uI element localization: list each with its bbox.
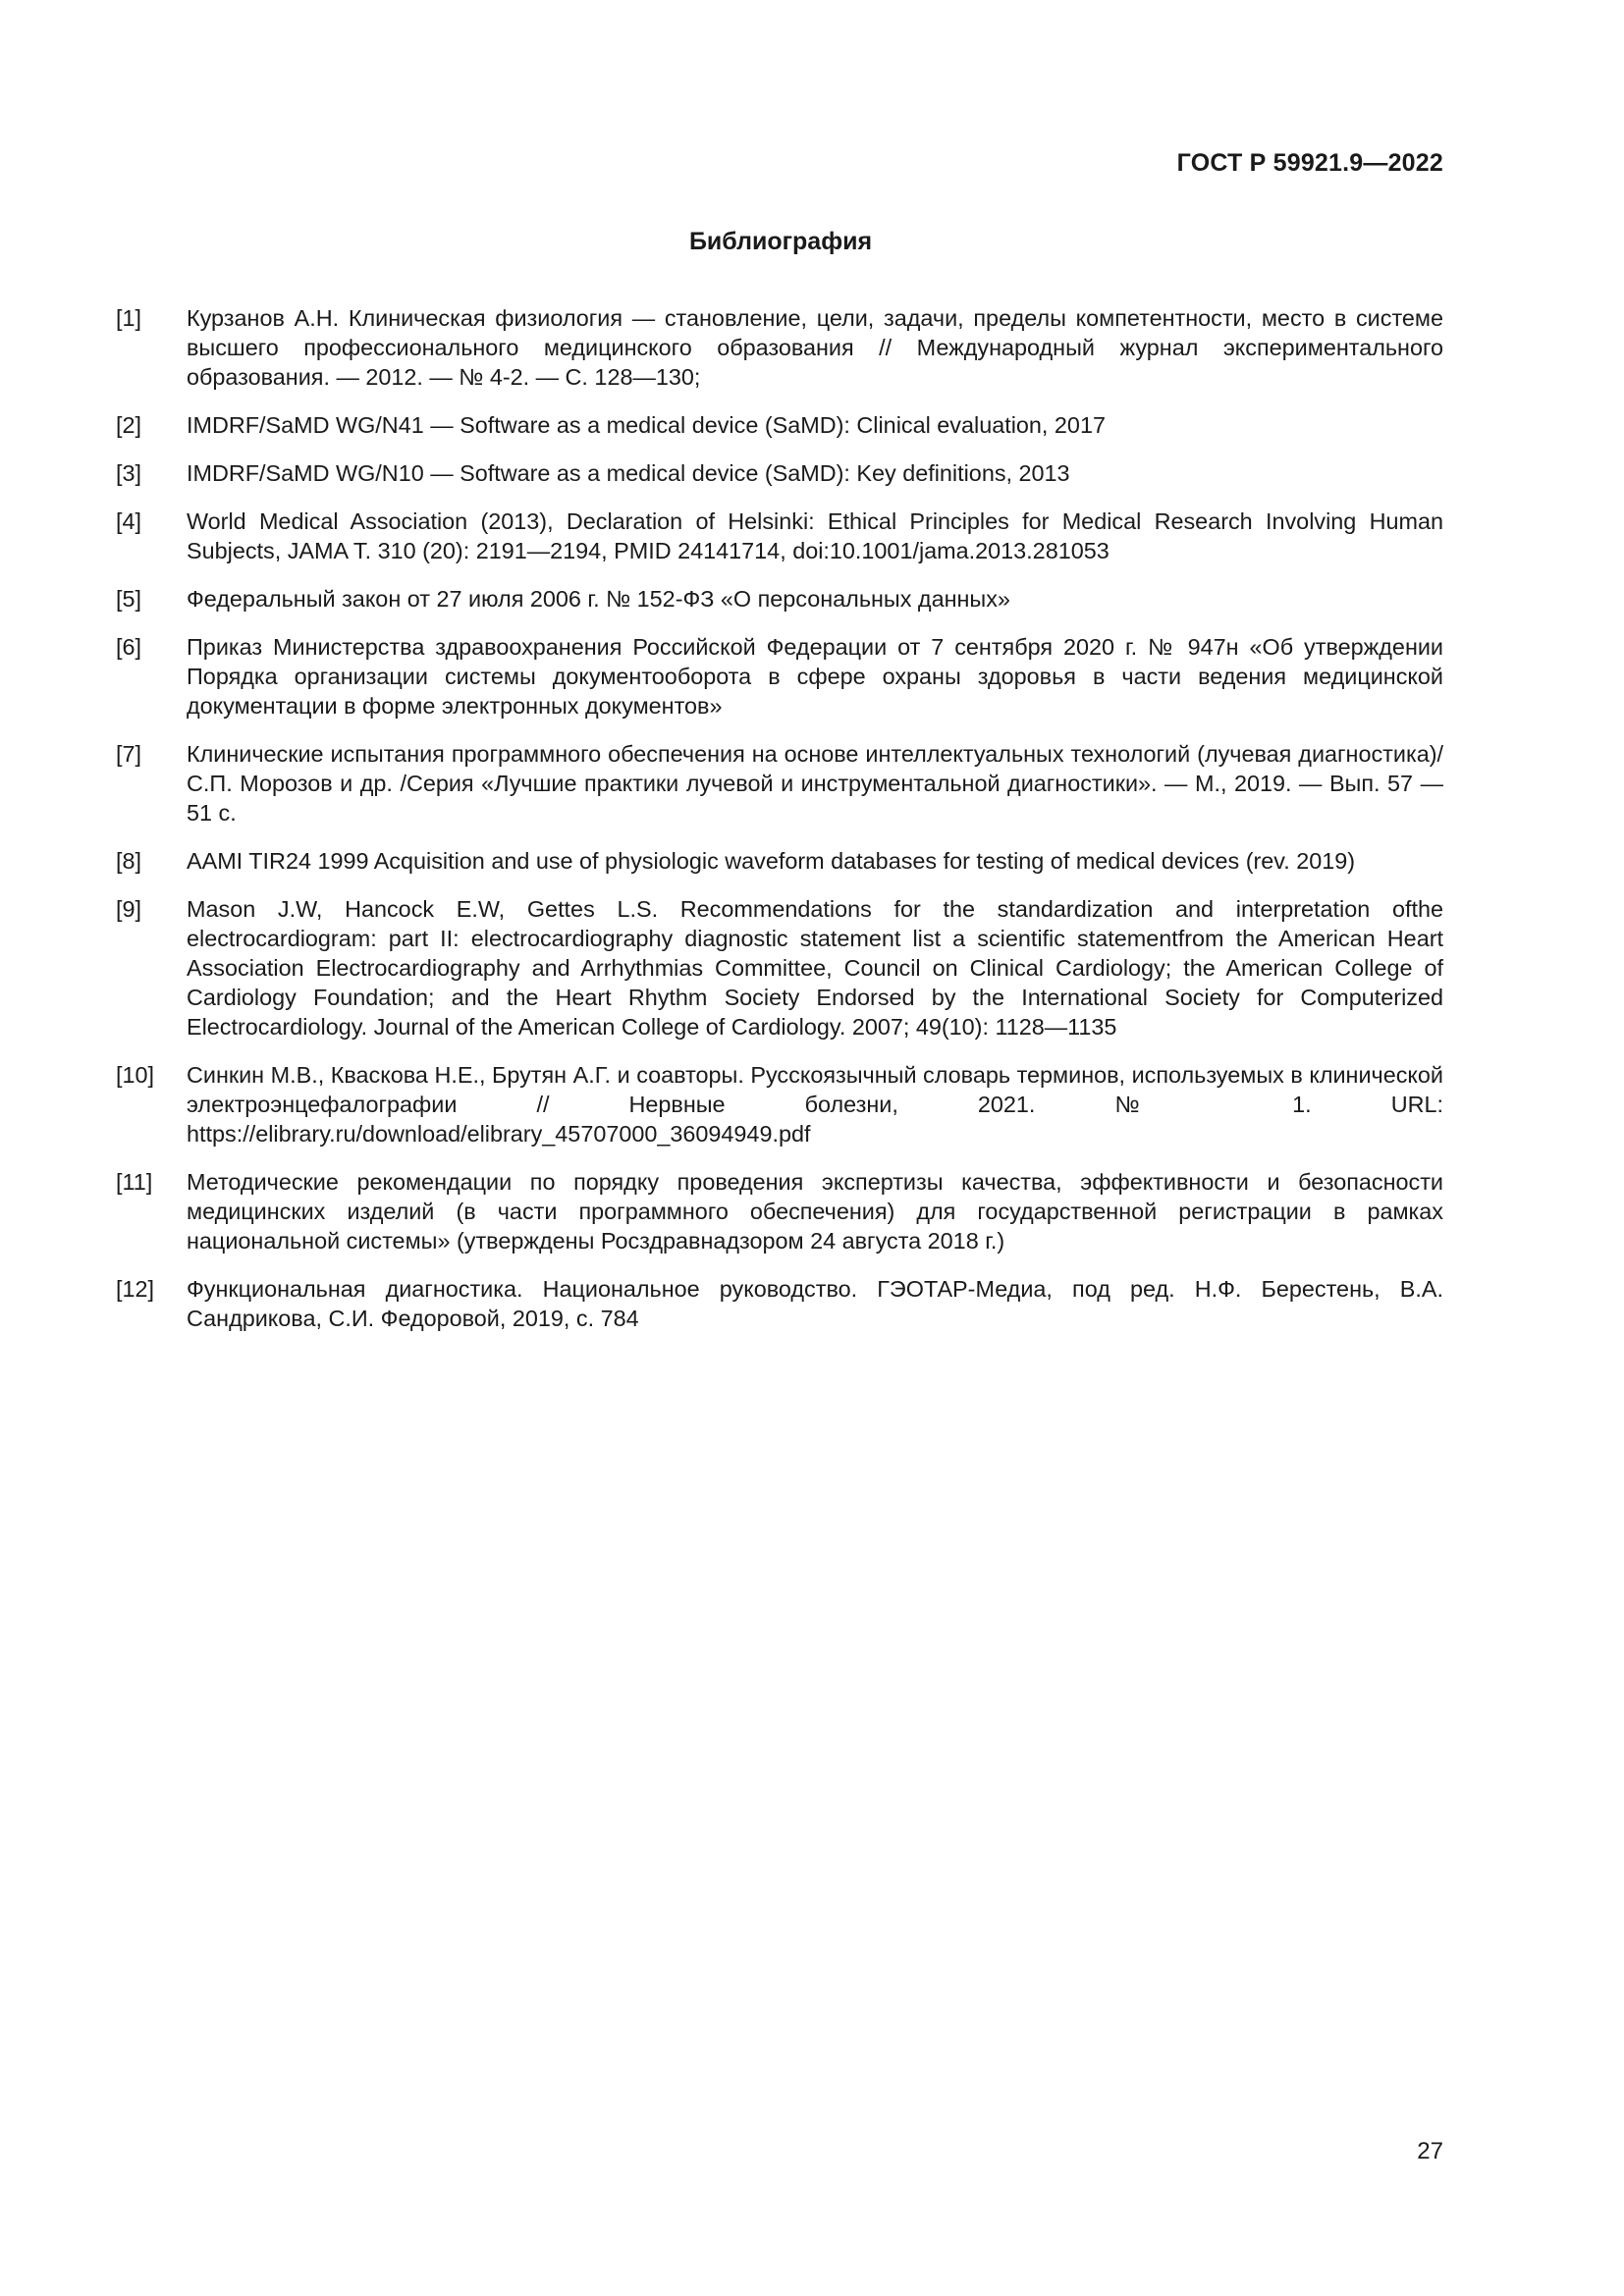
reference-text: Приказ Министерства здравоохранения Российской Федерации от 7 сентября 2020 г. № 947н «Об утверждении Порядка организации системы документооборота в сфере охраны здоровья в части ведения медицинской документации в форме электронных документов» [187, 634, 1443, 719]
reference-number: [6] [116, 634, 142, 660]
reference-item [116, 739, 1443, 828]
reference-number: [7] [116, 741, 142, 767]
page-number: 27 [1417, 2138, 1443, 2164]
reference-text: IMDRF/SaMD WG/N41 — Software as a medical device (SaMD): Clinical evaluation, 2017 [187, 412, 1106, 438]
reference-text: Курзанов А.Н. Клиническая физиология — становление, цели, задачи, пределы компетентности, место в системе высшего профессионального медицинского образования // Международный журнал экспериментального образования. — 2012. — № 4-2. — С. 128—130; [187, 305, 1443, 390]
reference-item [116, 303, 1443, 392]
reference-text: Методические рекомендации по порядку проведения экспертизы качества, эффективности и безопасности медицинских изделий (в части программного обеспечения) для государственной регистрации в рамках национальной системы» (утверждены Росздравнадзором 24 августа 2018 г.) [187, 1169, 1443, 1254]
reference-item [116, 846, 1443, 876]
reference-number: [9] [116, 896, 142, 922]
reference-text: AAMI TIR24 1999 Acquisition and use of physiologic waveform databases for testing of medical devices (rev. 2019) [187, 848, 1356, 874]
reference-number: [10] [116, 1062, 155, 1088]
reference-number: [3] [116, 460, 142, 486]
reference-text: Синкин М.В., Кваскова Н.Е., Брутян А.Г. и соавторы. Русскоязычный словарь терминов, используемых в клинической электроэнцефалографии // Нервные болезни, 2021. № 1. URL: https://elibrary.ru/download/elibrary_45707000_36094949.pdf [187, 1062, 1443, 1147]
reference-item [116, 1167, 1443, 1255]
reference-item [116, 1274, 1443, 1333]
reference-item [116, 584, 1443, 614]
reference-number: [12] [116, 1276, 155, 1302]
reference-item [116, 458, 1443, 488]
reference-text: IMDRF/SaMD WG/N10 — Software as a medical device (SaMD): Key definitions, 2013 [187, 460, 1070, 486]
document-code: ГОСТ Р 59921.9—2022 [1176, 149, 1443, 177]
section-title: Библиография [688, 228, 873, 255]
reference-number: [5] [116, 586, 142, 612]
reference-text: Функциональная диагностика. Национальное руководство. ГЭОТАР-Медиа, под ред. Н.Ф. Берестень, В.А. Сандрикова, С.И. Федоровой, 2019, с. 784 [187, 1276, 1443, 1331]
reference-text: Федеральный закон от 27 июля 2006 г. № 152-ФЗ «О персональных данных» [187, 586, 1010, 612]
reference-item [116, 632, 1443, 721]
reference-item [116, 894, 1443, 1041]
reference-text: Mason J.W, Hancock E.W, Gettes L.S. Recommendations for the standardization and interpretation ofthe electrocardiogram: part II: electrocardiography diagnostic statement list a scientific statementfrom the American Heart Association Electrocardiography and Arrhythmias Committee, Council on Clinical Cardiology; the American College of Cardiology Foundation; and the Heart Rhythm Society Endorsed by the International Society for Computerized Electrocardiology. Journal of the American College of Cardiology. 2007; 49(10): 1128—1135 [187, 896, 1443, 1040]
reference-item [116, 1060, 1443, 1148]
reference-number: [4] [116, 508, 142, 534]
reference-item [116, 507, 1443, 565]
reference-number: [11] [116, 1169, 153, 1195]
reference-number: [8] [116, 848, 142, 874]
reference-text: Клинические испытания программного обеспечения на основе интеллектуальных технологий (лучевая диагностика)/С.П. Морозов и др. /Серия «Лучшие практики лучевой и инструментальной диагностики». — М., 2019. — Вып. 57 — 51 с. [187, 741, 1443, 826]
reference-number: [2] [116, 412, 142, 438]
reference-text: World Medical Association (2013), Declaration of Helsinki: Ethical Principles for Medical Research Involving Human Subjects, JAMA T. 310 (20): 2191—2194, PMID 24141714, doi:10.1001/jama.2013.281053 [187, 508, 1443, 563]
reference-number: [1] [116, 305, 142, 331]
reference-item [116, 410, 1443, 440]
bibliography-list [116, 303, 1443, 1352]
